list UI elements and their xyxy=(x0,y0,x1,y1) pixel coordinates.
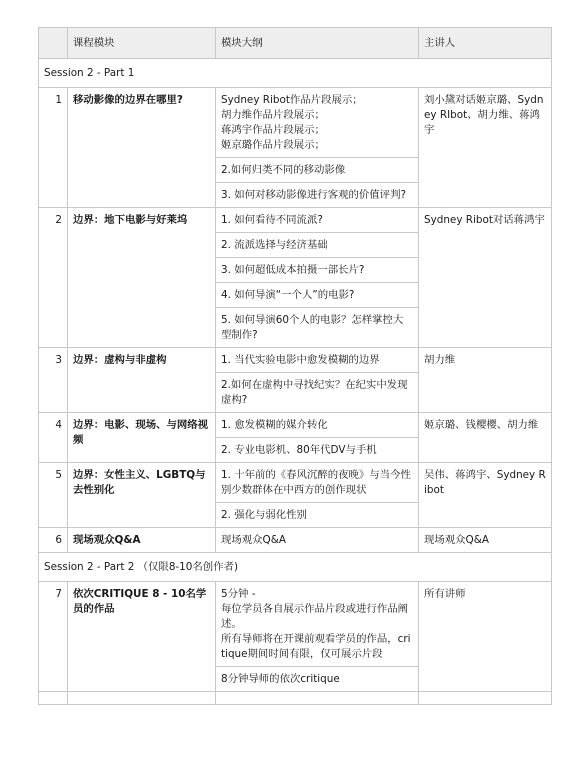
speaker-cell: 姬京璐、钱樱樱、胡力维 xyxy=(419,413,552,463)
header-row xyxy=(39,28,552,59)
header-speaker: 主讲人 xyxy=(419,28,552,59)
speaker-cell: 胡力维 xyxy=(419,348,552,413)
speaker-cell: Sydney Ribot对话蒋鸿宇 xyxy=(419,208,552,348)
module-title: 依次CRITIQUE 8 - 10名学员的作品 xyxy=(68,582,216,692)
outline-item: 2. 强化与弱化性别 xyxy=(216,503,419,528)
row-number: 2 xyxy=(39,208,68,348)
module-title: 现场观众Q&A xyxy=(68,528,216,553)
row-number: 6 xyxy=(39,528,68,553)
header-module: 课程模块 xyxy=(68,28,216,59)
table-row xyxy=(39,88,552,158)
speaker-cell: 吴伟、蒋鸿宇、Sydney Ribot xyxy=(419,463,552,528)
empty-cell xyxy=(216,692,419,705)
row-number: 4 xyxy=(39,413,68,463)
outline-item: 2.如何在虚构中寻找纪实？在纪实中发现虚构? xyxy=(216,373,419,413)
table-row xyxy=(39,463,552,503)
row-number: 1 xyxy=(39,88,68,208)
schedule-table-wrapper xyxy=(38,27,552,705)
speaker-cell: 刘小黛对话姬京璐、Sydney RIbot、胡力维、蒋鸿宇 xyxy=(419,88,552,208)
table-row xyxy=(39,413,552,438)
session-row-part1 xyxy=(39,59,552,88)
module-title: 边界：电影、现场、与网络视频 xyxy=(68,413,216,463)
table-row xyxy=(39,348,552,373)
outline-item: 1. 十年前的《春风沉醉的夜晚》与当今性别少数群体在中西方的创作现状 xyxy=(216,463,419,503)
outline-item: 3. 如何对移动影像进行客观的价值评判? xyxy=(216,183,419,208)
outline-item: 1. 如何看待不同流派? xyxy=(216,208,419,233)
outline-item: 1. 愈发模糊的媒介转化 xyxy=(216,413,419,438)
row-number: 5 xyxy=(39,463,68,528)
session-label: Session 2 - Part 1 xyxy=(39,59,552,88)
speaker-cell: 现场观众Q&A xyxy=(419,528,552,553)
module-title: 移动影像的边界在哪里? xyxy=(68,88,216,208)
empty-cell xyxy=(39,692,68,705)
header-index xyxy=(39,28,68,59)
module-title: 边界：女性主义、LGBTQ与去性别化 xyxy=(68,463,216,528)
header-outline: 模块大纲 xyxy=(216,28,419,59)
outline-item: 3. 如何超低成本拍摄一部长片? xyxy=(216,258,419,283)
module-title: 边界：虚构与非虚构 xyxy=(68,348,216,413)
empty-row xyxy=(39,692,552,705)
outline-item: 1. 当代实验电影中愈发模糊的边界 xyxy=(216,348,419,373)
session-label: Session 2 - Part 2 （仅限8-10名创作者) xyxy=(39,553,552,582)
table-row xyxy=(39,528,552,553)
table-row xyxy=(39,582,552,667)
outline-item: 2.如何归类不同的移动影像 xyxy=(216,158,419,183)
module-title: 边界：地下电影与好莱坞 xyxy=(68,208,216,348)
outline-item: 2. 流派选择与经济基础 xyxy=(216,233,419,258)
speaker-cell: 所有讲师 xyxy=(419,582,552,692)
outline-item: 8分钟导师的依次critique xyxy=(216,667,419,692)
outline-item: 5. 如何导演60个人的电影？怎样掌控大型制作? xyxy=(216,308,419,348)
outline-item: Sydney Ribot作品片段展示； 胡力维作品片段展示； 蒋鸿宇作品片段展示； 姬京璐作品片段展示； xyxy=(216,88,419,158)
row-number: 3 xyxy=(39,348,68,413)
course-schedule-table xyxy=(38,27,552,705)
empty-cell xyxy=(419,692,552,705)
outline-item: 5分钟 - 每位学员各自展示作品片段或进行作品阐述。 所有导师将在开课前观看学员的作品，critique期间时间有限，仅可展示片段 xyxy=(216,582,419,667)
table-row xyxy=(39,208,552,233)
outline-item: 2. 专业电影机、80年代DV与手机 xyxy=(216,438,419,463)
outline-item: 4. 如何导演“一个人”的电影? xyxy=(216,283,419,308)
session-row-part2 xyxy=(39,553,552,582)
empty-cell xyxy=(68,692,216,705)
row-number: 7 xyxy=(39,582,68,692)
outline-item: 现场观众Q&A xyxy=(216,528,419,553)
